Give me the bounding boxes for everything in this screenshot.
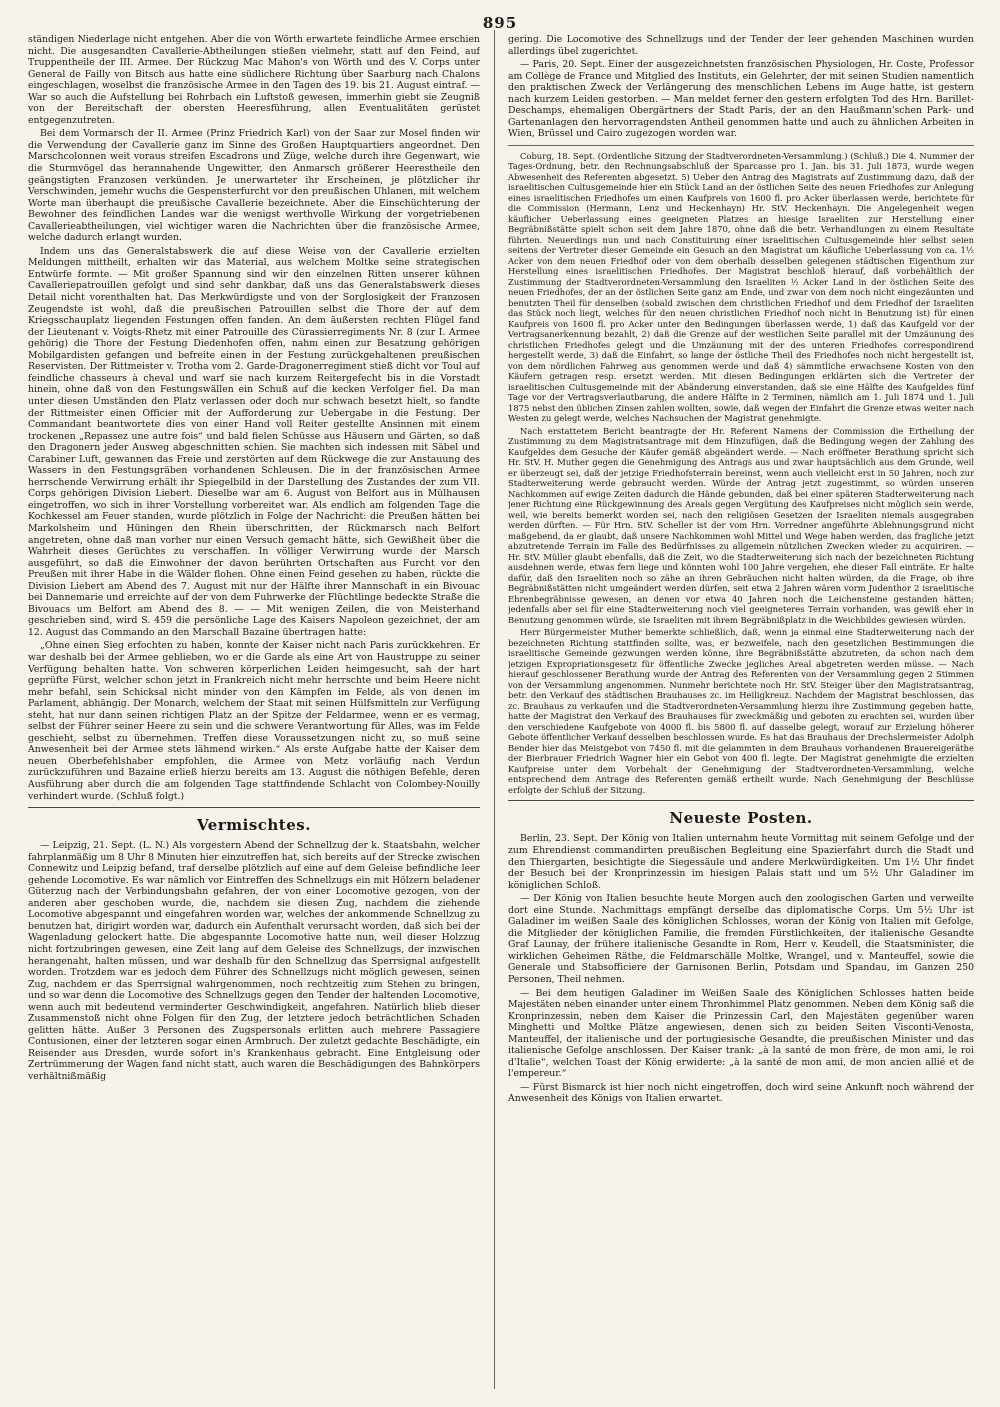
column-divider	[494, 30, 495, 1389]
section-title-wrap	[28, 807, 480, 834]
left-column	[28, 34, 480, 1389]
article-paragraph: ständigen Niederlage nicht entgehen. Aber die von Wörth erwartete feindliche Armee erschien nicht. Die ausgesandten Cavallerie-Abtheilungen stießen vielmehr, statt auf den Feind, auf Truppentheile der III. Armee. Der Rückzug Mac Mahon's von Wörth und des V. Corps unter General de Failly von Bitsch aus hatte eine südlichere Richtung über Saarburg nach Chalons eingeschlagen, woselbst die französische Armee in den Tagen des 19. bis 21. August eintraf. — War so auch die Aufstellung bei Rohrbach ein Luftstoß gewesen, immerhin giebt sie Zeugniß von der Bereitschaft der obersten Heeresführung, allen Eventualitäten gerüstet entgegenzutreten.	[28, 34, 480, 126]
article-paragraph: Indem uns das Generalstabswerk die auf diese Weise von der Cavallerie erzielten Meldungen mittheilt, erhalten wir das Material, aus welchem Moltke seine strategischen Entwürfe formte. — Mit großer Spannung sind wir den einzelnen Ritten unserer kühnen Cavalleriepatrouillen gefolgt und sind sehr dankbar, daß uns das Generalstabswerk dieses Detail nicht vorenthalten hat. Das Merkwürdigste und von der Sorglosigkeit der Franzosen Zeugendste ist wohl, daß die preußischen Patrouillen selbst die Thore der auf dem Kriegsschauplatz liegenden Festungen offen fanden. An dem äußersten rechten Flügel fand der Lieutenant v. Voigts-Rhetz mit einer Patrouille des Cürassierregiments Nr. 8 (zur I. Armee gehörig) die Thore der Festung Diedenhofen offen, nahm einen zur Besatzung gehörigen Mobilgardisten gefangen und befreite einen in der Festung zurückgehaltenen preußischen Reservisten. Der Rittmeister v. Trotha vom 2. Garde-Dragonerregiment stieß dicht vor Toul auf feindliche chasseurs à cheval und warf sie nach kurzem Reitergefecht bis in die Vorstadt hinein, ohne daß von den Festungswällen ein Schuß auf die kecken Verfolger fiel. Da man unter diesen Umständen den Platz verlassen oder doch nur schwach besetzt hielt, so fandte der Rittmeister einen Officier mit der Aufforderung zur Uebergabe in die Festung. Der Commandant beantwortete dies von einer Hand voll Reiter gestellte Ansinnen mit einem trockenen „Repassez une autre fois“ und bald fielen Schüsse aus Häusern und Gärten, so daß den Dragonern jeder Ausweg abgeschnitten schien. Sie machten sich indessen mit Säbel und Carabiner Luft, gewannen das Freie und zerstörten auf dem Rückwege die zur Anstauung des Wassers in den Festungsgräben vorhandenen Schleusen. Die in der französischen Armee herrschende Verwirrung erhält ihr Spiegelbild in der Darstellung des Zustandes der zum VII. Corps gehörigen Division Liebert. Dieselbe war am 6. August von Belfort aus in Mülhausen eingetroffen, wo sich in ihrer Vorstellung vorbereitet war. Als endlich am folgenden Tage die Kochkessel am Feuer standen, wurde plötzlich in Folge der Nachricht: die Preußen hätten bei Markolsheim und Hüningen den Rhein überschritten, der Rückmarsch nach Belfort angetreten, ohne daß man vorher nur einen Versuch gemacht hätte, sich Gewißheit über die Wahrheit dieses Gerüchtes zu verschaffen. In völliger Verwirrung wurde der Marsch ausgeführt, so daß die Einwohner der davon berührten Ortschaften aus Furcht vor den Preußen mit ihrer Habe in die Wälder flohen. Ohne einen Feind gesehen zu haben, rückte die Division Liebert am Abend des 7. August mit nur der Hälfte ihrer Mannschaft in ein Bivouac bei Dannemarie und erreichte auf der von dem Fuhrwerke der Flüchtlinge bedeckte Straße die Bivouacs um Belfort am Abend des 8. — — Mit wenigen Zeilen, die von Meisterhand geschrieben sind, wird S. 459 die persönliche Lage des Kaisers Napoleon gezeichnet, der am 12. August das Commando an den Marschall Bazaine übertragen hatte:	[28, 245, 480, 638]
article-paragraph: — Fürst Bismarck ist hier noch nicht eingetroffen, doch wird seine Ankunft noch während der Anwesenheit des Königs von Italien erwartet.	[508, 1081, 974, 1105]
article-paragraph: Herr Bürgermeister Muther bemerkte schließlich, daß, wenn ja einmal eine Stadterweiterung nach der bezeichneten Richtung stattfinden sollte, was, er bezweifele, nach den gesetzlichen Bestimmungen die israelitische Gemeinde gezwungen werden könne, ihre Begräbnißstätte abzutreten, da schon nach dem jetzigen Expropriationsgesetz für öffentliche Zwecke jegliches Areal abgetreten werden müsse. — Nach hierauf geschlossener Berathung wurde der Antrag des Referenten von der Versammlung gegen 2 Stimmen von der Versammlung angenommen. Nunmehr berichtete noch Hr. StV. Steiger über den Magistratsantrag, betr. den Verkauf des städtischen Brauhauses zc. im Heiligkreuz. Nachdem der Magistrat beschlossen, das zc. Brauhaus zu verkaufen und die Stadtverordneten-Versammlung hierzu ihre Zustimmung gegeben hatte, hatte der Magistrat den Verkauf des Brauhauses für zweckmäßig und geboten zu erachten sei, wurden über den verschiedene Kaufgebote von 4000 fl. bis 5800 fl. auf dasselbe gelegt, worauf zur Erzielung höherer Gebote öffentlicher Verkauf desselben beschlossen wurde. Es hat das Brauhaus der Drechslermeister Adolph Bender hier das Meistgebot von 7450 fl. mit die gelammten in dem Brauhaus vorhandenen Brauereigeräthe der Bierbrauer Friedrich Wagner hier ein Gebot von 400 fl. legte. Der Magistrat genehmigte die erzielten Kaufpreise unter dem Vorbehalt der Genehmigung der Stadtverordneten-Versammlung, welche entsprechend dem Antrage des Referenten gemäß ertheilt wurde. Nach Genehmigung der Beschlüsse erfolgte der Schluß der Sitzung.	[508, 627, 974, 795]
section-title-neueste-posten: Neueste Posten.	[669, 809, 813, 828]
coburg-report	[508, 151, 974, 796]
section-title-vermischtes: Vermischtes.	[197, 816, 311, 835]
page-number: 895	[482, 14, 518, 32]
article-paragraph: gering. Die Locomotive des Schnellzugs und der Tender der leer gehenden Maschinen wurden allerdings übel zugerichtet.	[508, 34, 974, 57]
article-paragraph: „Ohne einen Sieg erfochten zu haben, konnte der Kaiser nicht nach Paris zurückkehren. Er war deshalb bei der Armee geblieben, wo er die Garde als eine Art von Haustruppe zu seiner Verfügung behalten hatte. Von schweren körperlichen Leiden heimgesucht, sah der hart geprüfte Fürst, welcher schon jetzt in Frankreich nicht mehr herrschte und beim Heere nicht mehr befahl, sein Schicksal nicht minder von den Kämpfen im Felde, als von denen im Parlament, abhängig. Der Monarch, welchem der Staat mit seinen Hülfsmitteln zur Verfügung steht, hat nur dann seinen richtigen Platz an der Spitze der Feldarmee, wenn er es vermag, selbst der Führer seiner Heere zu sein und die schwere Verantwortung für Alles, was im Felde geschieht, selbst zu übernehmen. Treffen diese Voraussetzungen nicht zu, so muß seine Anwesenheit bei der Armee stets lähmend wirken.“ Als erste Aufgabe hatte der Kaiser dem neuen Oberbefehlshaber empfohlen, die Armee von Metz vorläufig nach Verdun zurückzuführen und Bazaine erließ hierzu bereits am 13. August die nöthigen Befehle, deren Ausführung aber durch die am folgenden Tage stattfindende Schlacht von Colombey-Nouilly verhindert wurde. (Schluß folgt.)	[28, 640, 480, 802]
article-paragraph: Coburg, 18. Sept. (Ordentliche Sitzung der Stadtverordneten-Versammlung.) (Schluß.) Die 4. Nummer der Tages-Ordnung, betr. den Rechnungsabschluß der Sparcasse pro 1. Jan. bis 31. Juli 1873, wurde wegen Abwesenheit des Referenten abgesetzt. 5) Ueber den Antrag des Magistrats auf Zustimmung dazu, daß der israelitischen Cultusgemeinde hier ein Stück Land an der östlichen Seite des neuen Friedhofes zur Anlegung eines israelitischen Friedhofes um einen Kaufpreis von 1600 fl. pro Acker überlassen werde, berichtete für die Commission (Hermann, Lenz und Heckenhayn) Hr. StV. Heckenhayn. Die Angelegenheit wegen käuflicher Ueberlassung eines geeigneten Platzes an hiesige Israeliten zur Herstellung einer Begräbnißstätte spielt schon seit dem Jahre 1870, ohne daß die betr. Verhandlungen zu einem Resultate führten. Neuerdings nun und nach Constituirung einer israelitischen Cultusgemeinde hier selbst seien seitens der Vertreter dieser Gemeinde ein Gesuch an den Magistrat um käufliche Ueberlassung von ca. 1½ Acker von dem neuen Friedhof oder von dem oberhalb desselben gelegenen städtischen Eigenthum zur Herstellung eines israelitischen Friedhofes. Der Magistrat beschloß hierauf, daß vorbehältlich der Zustimmung der Stadtverordneten-Versammlung den Israeliten ½ Acker Land in der östlichen Seite des neuen Friedhofes, der an der östlichen Seite ganz am Ende, und zwar von dem noch nicht eingezäunten und benutzten Theil für denselben (sobald zwischen dem christlichen Friedhof und dem Friedhof der Israeliten das Stück noch liegt, welches für den neuen christlichen Friedhof noch nicht in Benutzung ist) für einen Kaufpreis von 1600 fl. pro Acker unter den Bedingungen überlassen werde, 1) daß das Kaufgeld vor der Vertragsanerkennung bezahlt, 2) daß die Grenze auf der westlichen Seite parallel mit der Umzäunung des christlichen Friedhofes gelegt und die Umzäunung mit der des unteren Friedhofes correspondirend hergestellt werde, 3) daß die Einfahrt, so lange der östliche Theil des Friedhofes noch nicht hergestellt ist, von dem nördlichen Fahrweg aus genommen werde und daß 4) sämmtliche erwachsene Kosten von den Käufern getragen resp. ersetzt werden. Mit diesen Bedingungen erklärten sich die Vertreter der israelitischen Cultusgemeinde mit der Abänderung einverstanden, daß sie eine Hälfte des Kaufgeldes fünf Tage vor der Vertragsverlautbarung, die andere Hälfte in 2 Terminen, nämlich am 1. Juli 1874 und 1. Juli 1875 nebst den üblichen Zinsen zahlen wollten, sowie, daß wegen der Einfahrt die Grenze etwas weiter nach Westen zu gelegt werde, welches Nachsuchen der Magistrat genehmigte.	[508, 150, 974, 424]
article-paragraph: Nach erstattetem Bericht beantragte der Hr. Referent Namens der Commission die Ertheilung der Zustimmung zu dem Magistratsantrage mit dem Hinzufügen, daß die Bedingung wegen der Zahlung des Kaufgeldes dem Gesuche der Käufer gemäß abgeändert werde. — Nach eröffneter Berathung spricht sich Hr. StV. H. Muther gegen die Genehmigung des Antrags aus und zwar hauptsächlich aus dem Grunde, weil er überzeugt sei, daß der jetzige Friedhofsterrain bereinst, wenn auch vielleicht erst in 50 Jahren, noch zur Stadterweiterung werde gebraucht werden. Würde der Antrag jetzt zugestimmt, so würden unseren Nachkommen auf ewige Zeiten dadurch die Hände gebunden, daß bei einer späteren Stadterweiterung nach jener Richtung eine Rückgewinnung des Areals gegen Vergütung des Kaufpreises nicht möglich sein werde, weil, wie bereits bemerkt worden sei, nach den religiösen Gesetzen der Israeliten niemals ausgegraben werden dürften. — Für Hrn. StV. Scheller ist der vom Hrn. Vorredner angeführte Ablehnungsgrund nicht maßgebend, da er glaubt, daß unsere Nachkommen wohl Mittel und Wege haben werden, das fragliche jetzt abzutretende Terrain im Falle des Bedürfnisses zu allgemein nützlichen Zwecken wieder zu acquiriren. — Hr. StV. Müller glaubt ebenfalls, daß die Zeit, wo die Stadterweiterung sich nach der bezeichneten Richtung ausdehnen werde, etwas fern liege und könnten wohl 100 Jahre vergehen, ehe dieser Fall einträte. Er halte dafür, daß den Israeliten noch so zähe an ihren Gebräuchen nicht halten würden, da die Frage, ob ihre Begräbnißstätten nicht umgeändert werden dürfen, seit etwa 2 Jahren wären vorm Judenthor 2 israelitische Ehrenbegräbnisse gewesen, an denen vor etwa 40 Jahren noch die Leichensteine gestanden hätten; jedenfalls aber sei für eine Stadterweiterung noch viel geeigneteres Terrain vorhanden, was gewiß eher in Benutzung genommen würde, sie Israeliten mit ihrem Begräbnißplatz in die Weichbildes gewiesen würden.	[508, 425, 974, 625]
right-column	[508, 34, 974, 1389]
article-paragraph: Berlin, 23. Sept. Der König von Italien unternahm heute Vormittag mit seinem Gefolge und der zum Ehrendienst commandirten preußischen Begleitung eine Spazierfahrt durch die Stadt und den Thiergarten, besichtigte die Siegessäule und andere Merkwürdigkeiten. Um 1½ Uhr findet der Besuch bei der Kronprinzessin im hiesigen Palais statt und um 5½ Uhr Galadiner im königlichen Schloß.	[508, 833, 974, 891]
separator	[508, 145, 974, 146]
article-paragraph: — Leipzig, 21. Sept. (L. N.) Als vorgestern Abend der Schnellzug der k. Staatsbahn, welcher fahrplanmäßig um 8 Uhr 8 Minuten hier einzutreffen hat, sich bereits auf der Strecke zwischen Connewitz und Leipzig befand, traf derselbe plötzlich auf eine auf dem Geleise befindliche leer gehende Locomotive. Es war nämlich vor Eintreffen des Schnellzugs ein mit Hölzern beladener Güterzug nach der Verbindungsbahn gefahren, der von einer Locomotive gezogen, von der anderen aber geschoben wurde, die, nachdem sie diesen Zug, nachdem die ziehende Locomotive abgespannt und eingefahren worden war, welches der ankommende Schnellzug zu benutzen hat, dirigirt worden war, dadurch ein Aufenthalt verursacht worden, daß sich bei der Wagenladung gelockert hatte. Die abgespannte Locomotive hatte nun, weil dieser Holzzug nicht fortzubringen gewesen, eine Zeit lang auf dem Geleise des Schnellzugs, der inzwischen herangenaht, halten müssen, und war deshalb für den Schnellzug das Sperrsignal aufgestellt worden. Trotzdem war es jedoch dem Führer des Schnellzugs nicht möglich gewesen, seinen Zug, nachdem er das Sperrsignal wahrgenommen, noch rechtzeitig zum Stehen zu bringen, und so war denn die Locomotive des Schnellzugs gegen den Tender der haltenden Locomotive, wenn auch mit bedeutend verminderter Geschwindigkeit, angefahren. Natürlich blieb dieser Zusammenstoß nicht ohne Folgen für den Zug, der letztere jedoch beträchtlichen Schaden gelitten hätte. Außer 3 Personen des Zugspersonals erlitten auch mehrere Passagiere Contusionen, einer der letzteren sogar einen Armbruch. Der zuletzt gedachte Beschädigte, ein Reisender aus Dresden, wurde sofort in's Krankenhaus gebracht. Eine Entgleisung oder Zertrümmerung der Wagen fand nicht statt, auch waren die Beschädigungen des Bahnkörpers verhältnißmäßig	[28, 840, 480, 1083]
article-paragraph: — Paris, 20. Sept. Einer der ausgezeichnetsten französischen Physiologen, Hr. Coste, Professor am Collège de France und Mitglied des Instituts, ein Gelehrter, der mit seinen Studien namentlich den praktischen Zweck der Verlängerung des menschlichen Lebens im Auge hatte, ist gestern nach kurzem Leiden gestorben. — Man meldet ferner den gestern erfolgten Tod des Hrn. Barillet-Deschamps, ehemaligen Obergärtners der Stadt Paris, der an den Haußmann'schen Park- und Gartenanlagen den hervorragendsten Antheil genommen hatte und auch zu ähnlichen Arbeiten in Wien, Brüssel und Cairo zugezogen worden war.	[508, 59, 974, 140]
article-paragraph: — Bei dem heutigen Galadiner im Weißen Saale des Königlichen Schlosses hatten beide Majestäten neben einander unter einem Thronhimmel Platz genommen. Neben dem König saß die Kronprinzessin, neben dem Kaiser die Prinzessin Carl, den Majestäten gegenüber waren Minghetti und Moltke Plätze angewiesen, denen sich zu beiden Seiten Visconti-Venosta, Manteuffel, der italienische und der portugiesische Gesandte, die preußischen Minister und das italienische Gefolge anschlossen. Der Kaiser trank: „à la santé de mon frère, de mon ami, le roi d'Italie“, welchen Toast der König erwiderte: „à la santé de mon ami, de mon ancien allié et de l'empereur.“	[508, 987, 974, 1080]
article-paragraph: Bei dem Vormarsch der II. Armee (Prinz Friedrich Karl) von der Saar zur Mosel finden wir die Verwendung der Cavallerie ganz im Sinne des Großen Hauptquartiers angeordnet. Den Marschcolonnen weit voraus streifen Escadrons und Züge, welche durch ihre Gegenwart, wie die Sturmvögel das herannahende Ungewitter, den Anmarsch größerer Heerestheile den geängstigten Franzosen verkünden. Je unerwarteter ihr Erscheinen, je plötzlicher ihr Verschwinden, jemehr wuchs die Gespensterfurcht vor den preußischen Uhlanen, mit welchem Worte man überhaupt die preußische Cavallerie bezeichnete. Aber die Einschüchterung der Bewohner des feindlichen Landes war die wenigst werthvolle Wirkung der vorgetriebenen Cavallerieabtheilungen, viel wichtiger waren die Nachrichten über die französische Armee, welche dadurch erlangt wurden.	[28, 128, 480, 244]
section-title-wrap	[508, 800, 974, 827]
article-paragraph: — Der König von Italien besuchte heute Morgen auch den zoologischen Garten und verweilte dort eine Stunde. Nachmittags empfängt derselbe das diplomatische Corps. Um 5½ Uhr ist Galadiner im weißen Saale des königlichen Schlosses, woran der König von Italien mit Gefolge, die Mitglieder der königlichen Familie, die fremden Fürstlichkeiten, der italienische Gesandte Graf Launay, der frühere italienische Gesandte in Rom, Herr v. Keudell, die Staatsminister, die wirklichen Geheimen Räthe, die Feldmarschälle Moltke, Wrangel, und v. Manteuffel, sowie die Generale und Stabsofficiere der Garnisonen Berlin, Potsdam und Spandau, im Ganzen 250 Personen, Theil nehmen.	[508, 893, 974, 985]
